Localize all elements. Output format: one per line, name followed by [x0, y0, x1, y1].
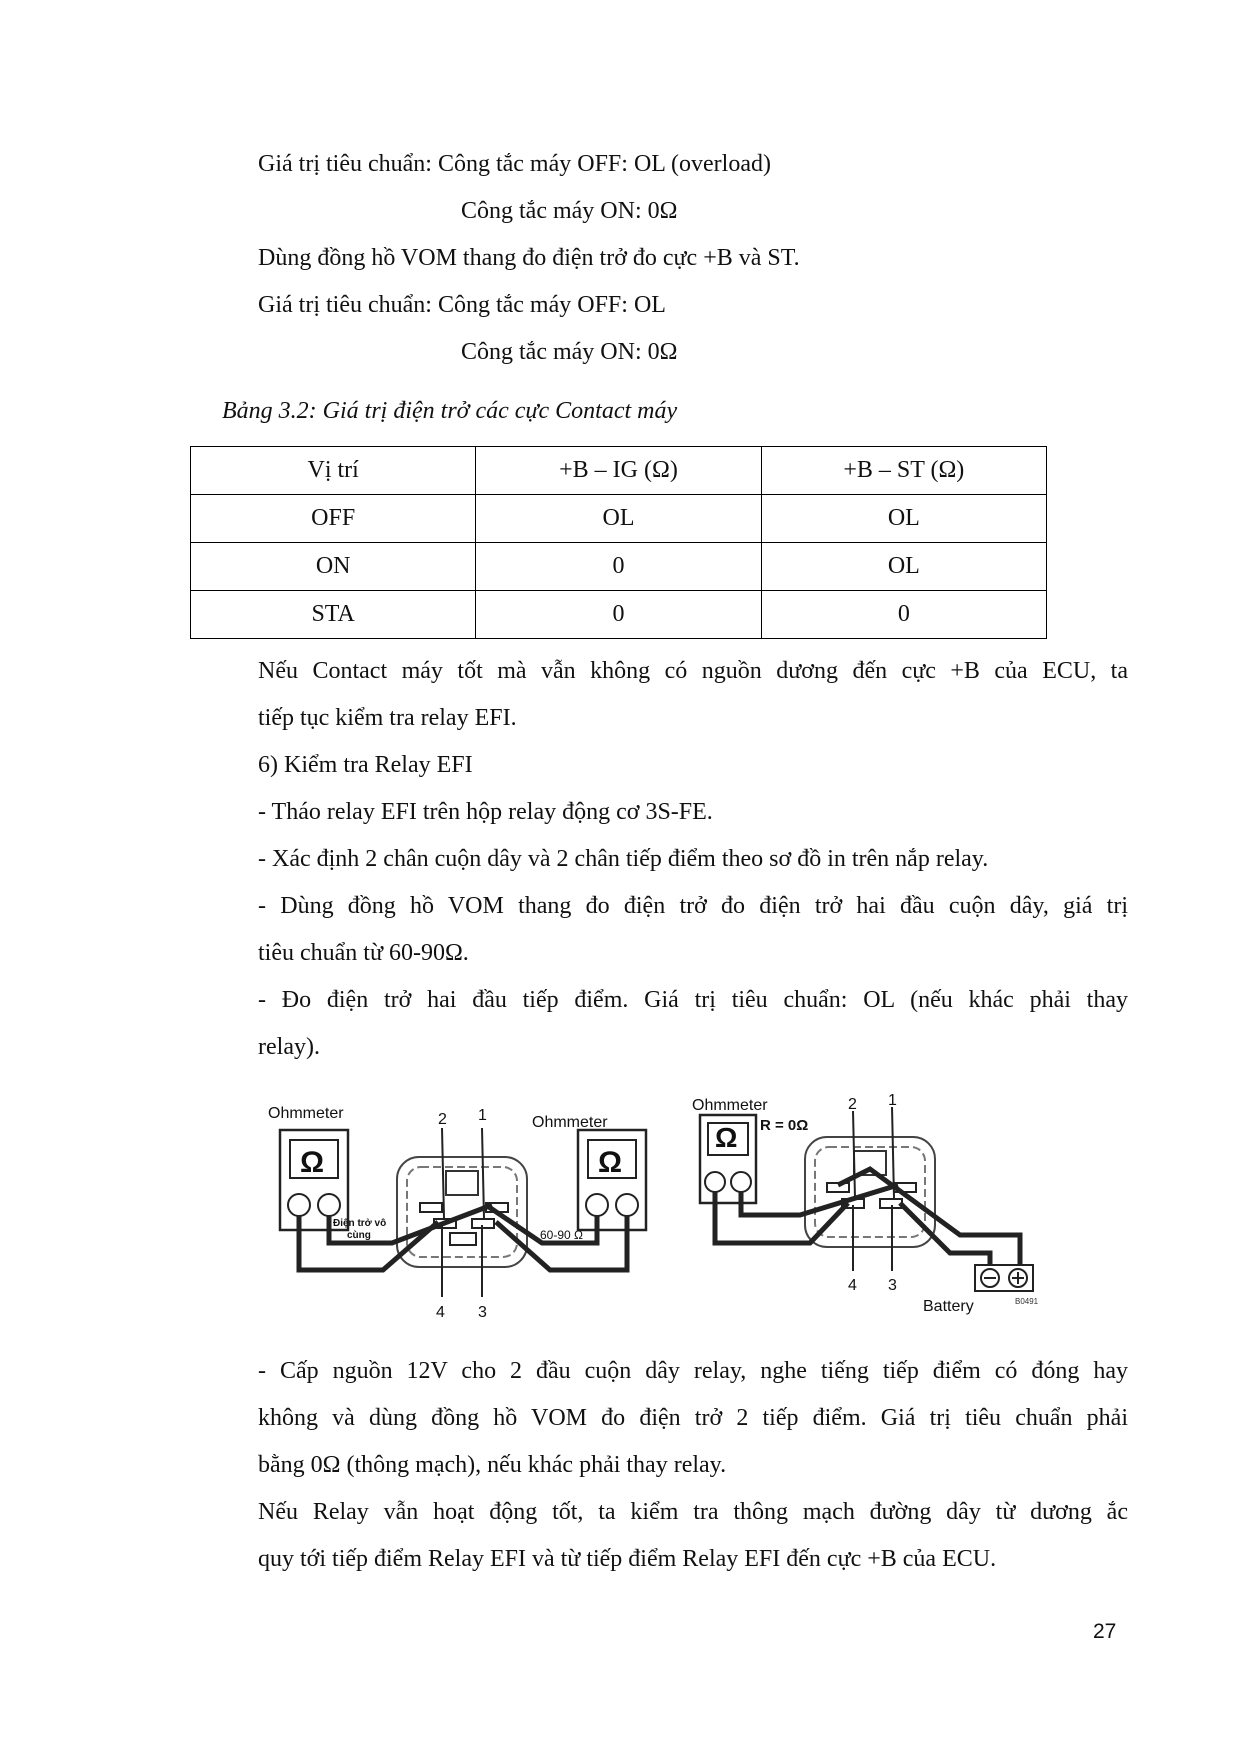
bullet-remove-relay: - Tháo relay EFI trên hộp relay động cơ 3S-FE. — [258, 799, 713, 825]
omega-right-meter: Ω — [598, 1146, 623, 1179]
table-cell: OL — [761, 543, 1046, 591]
pin-4-label: 4 — [436, 1304, 445, 1321]
relay-test-figure — [260, 1085, 1060, 1330]
table-header-row — [191, 447, 1047, 495]
table-header-cell: Vị trí — [191, 447, 476, 495]
para-relay-line-2: quy tới tiếp điểm Relay EFI và từ tiếp điểm Relay EFI đến cực +B của ECU. — [258, 1546, 997, 1572]
para-relay-line-1: Nếu Relay vẫn hoạt động tốt, ta kiểm tra thông mạch đường dây từ dương ắc — [258, 1499, 1128, 1525]
std-value-line-2-on: Công tắc máy ON: 0Ω — [461, 339, 678, 365]
relay-test-left-diagram — [280, 1128, 646, 1297]
relay-left-body — [397, 1157, 527, 1267]
para-contact-line-1: Nếu Contact máy tốt mà vẫn không có nguồn dương đến cực +B của ECU, ta — [258, 658, 1128, 684]
table-cell: 0 — [476, 591, 761, 639]
table-cell: 0 — [476, 543, 761, 591]
table-row — [191, 543, 1047, 591]
table-cell: STA — [191, 591, 476, 639]
pin-1-label: 1 — [478, 1107, 487, 1124]
infinite-resistance-label-cont: cùng — [347, 1230, 371, 1241]
page-number: 27 — [1093, 1620, 1117, 1643]
pin-1-label: 1 — [888, 1092, 897, 1109]
bullet-contact-resistance-cont: relay). — [258, 1034, 320, 1060]
bullet-contact-resistance: - Đo điện trở hai đầu tiếp điểm. Giá trị tiêu chuẩn: OL (nếu khác phải thay — [258, 987, 1128, 1013]
figure-code: B0491 — [1015, 1297, 1039, 1306]
std-value-line-1: Giá trị tiêu chuẩn: Công tắc máy OFF: OL (overload) — [258, 151, 771, 177]
battery-symbol — [975, 1265, 1033, 1291]
table-cell: OL — [476, 495, 761, 543]
std-value-line-2: Giá trị tiêu chuẩn: Công tắc máy OFF: OL — [258, 292, 666, 318]
table-cell: ON — [191, 543, 476, 591]
ohmmeter-left-meter — [280, 1130, 348, 1230]
table-header-cell: +B – ST (Ω) — [761, 447, 1046, 495]
vom-measure-line: Dùng đồng hồ VOM thang đo điện trở đo cực +B và ST. — [258, 245, 800, 271]
table-row — [191, 591, 1047, 639]
relay-test-right-diagram — [700, 1107, 1033, 1291]
omega-meter: Ω — [715, 1122, 738, 1153]
table-row — [191, 495, 1047, 543]
bullet-coil-resistance: - Dùng đồng hồ VOM thang đo điện trở đo điện trở hai đầu cuộn dây, giá trị — [258, 893, 1128, 919]
bullet-identify-pins: - Xác định 2 chân cuộn dây và 2 chân tiếp điểm theo sơ đồ in trên nắp relay. — [258, 846, 989, 872]
battery-label: Battery — [923, 1298, 974, 1315]
pin-4-label: 4 — [848, 1277, 857, 1294]
omega-left-meter: Ω — [300, 1146, 325, 1179]
bullet-power-relay-cont-1: không và dùng đồng hồ VOM đo điện trở 2 tiếp điểm. Giá trị tiêu chuẩn phải — [258, 1405, 1128, 1431]
bullet-power-relay: - Cấp nguồn 12V cho 2 đầu cuộn dây relay, nghe tiếng tiếp điểm có đóng hay — [258, 1358, 1128, 1384]
table-header-cell: +B – IG (Ω) — [476, 447, 761, 495]
ohmmeter-right-meter — [578, 1130, 646, 1230]
pin-3-label: 3 — [478, 1304, 487, 1321]
resistance-table — [190, 446, 1047, 639]
table-cell: OL — [761, 495, 1046, 543]
table-cell: OFF — [191, 495, 476, 543]
ohmmeter-label: Ohmmeter — [692, 1097, 768, 1114]
pin-2-label: 2 — [438, 1111, 447, 1128]
ohmmeter-right-label: Ohmmeter — [532, 1114, 608, 1131]
table-cell: 0 — [761, 591, 1046, 639]
bullet-power-relay-cont-2: bằng 0Ω (thông mạch), nếu khác phải thay relay. — [258, 1452, 727, 1478]
bullet-coil-resistance-cont: tiêu chuẩn từ 60-90Ω. — [258, 940, 469, 966]
infinite-resistance-label: Điện trở vô — [333, 1218, 387, 1229]
table-caption: Bảng 3.2: Giá trị điện trở các cực Contact máy — [222, 398, 678, 424]
pin-2-label: 2 — [848, 1096, 857, 1113]
std-value-line-1-on: Công tắc máy ON: 0Ω — [461, 198, 678, 224]
section-heading-6: 6) Kiểm tra Relay EFI — [258, 752, 473, 778]
coil-resistance-label: 60-90 Ω — [540, 1228, 583, 1242]
ohmmeter-left-label: Ohmmeter — [268, 1105, 344, 1122]
r-value-label: R = 0Ω — [760, 1117, 809, 1134]
para-contact-line-2: tiếp tục kiểm tra relay EFI. — [258, 705, 517, 731]
pin-3-label: 3 — [888, 1277, 897, 1294]
